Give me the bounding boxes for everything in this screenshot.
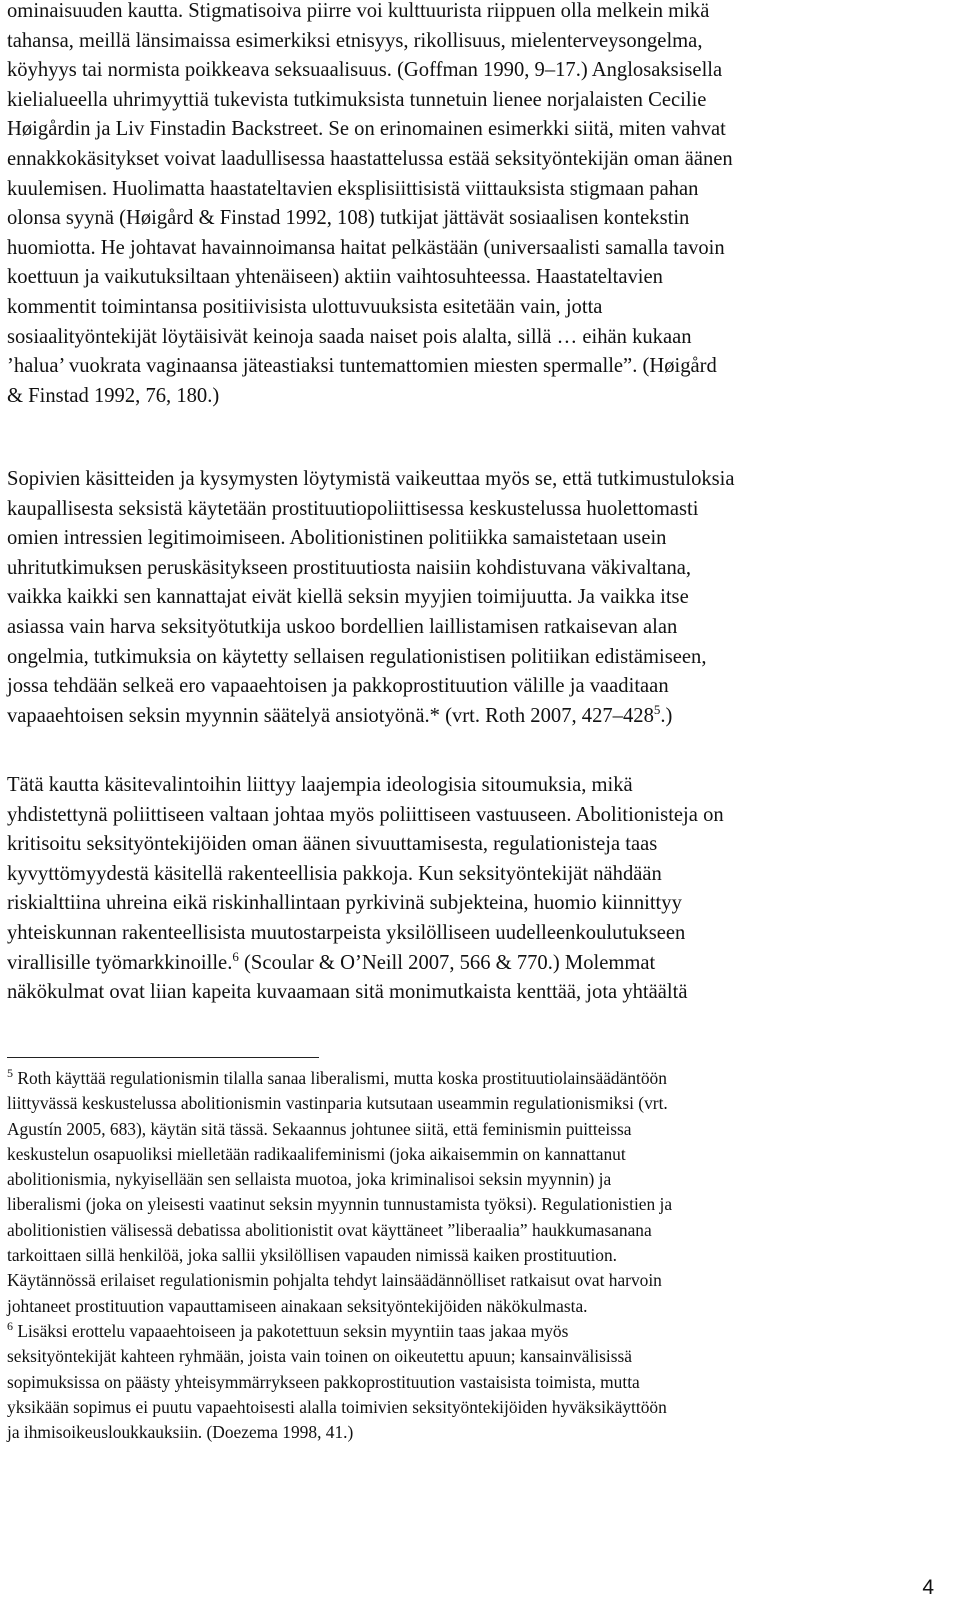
paragraph-2-text-end: .): [660, 704, 673, 727]
paragraph-3-text-end: (Scoular & O’Neill 2007, 566 & 770.) Molemmat näkökulmat ovat liian kapeita kuvaamaan sitä monimutkaista kenttää, jota yhtäältä: [7, 951, 688, 1004]
body-paragraph-3: [7, 771, 927, 1008]
paragraph-3-text: Tätä kautta käsitevalintoihin liittyy laajempia ideologisia sitoumuksia, mikä yhdistettynä poliittiseen valtaan johtaa myös poliittiseen vastuuseen. Abolitionisteja on kritisoitu seksityöntekijöiden oman äänen sivuuttamisesta, regulationisteja taas kyvyttömyydestä käsitellä rakenteellisia pakkoja. Kun seksityöntekijät nähdään riskialttiina uhreina eikä riskinhallintaan pyrkivinä subjekteina, huomio kiinnittyy yhteiskunnan rakenteellisista muutostarpeista yksilölliseen uudelleenkoulutukseen virallisille työmarkkinoille.: [7, 774, 724, 974]
footnotes-section: [7, 1066, 927, 1445]
footnote-5: [7, 1066, 927, 1319]
page-number: 4: [922, 1576, 934, 1599]
body-paragraph-2: [7, 465, 927, 731]
footnote-reference-5[interactable]: 5: [653, 701, 661, 717]
paragraph-2-text: Sopivien käsitteiden ja kysymysten löytymistä vaikeuttaa myös se, että tutkimustuloksia kaupallisesta seksistä käytetään prostituutiopoliittisessa keskustelussa huolettomasti omien intressien legitimoimiseen. Abolitionistinen politiikka samaistetaan usein uhritutkimuksen peruskäsitykseen prostituutiosta naisiin kohdistuvana väkivaltana, vaikka kaikki sen kannattajat eivät kiellä seksin myyjien toimijuutta. Ja vaikka itse asiassa vain harva seksityötutkija uskoo bordellien laillistamisen ratkaisevan alan ongelmia, tutkimuksia on käytetty sellaisen regulationistisen politiikan edistämiseen, jossa tehdään selkeä ero vapaaehtoisen ja pakkoprostituution välille ja vaaditaan vapaaehtoisen seksin myynnin säätelyä ansiotyönä.* (vrt. Roth 2007, 427–428: [7, 468, 735, 727]
footnote-mark-5: 5: [7, 1066, 13, 1080]
footnote-6-text: Lisäksi erottelu vapaaehtoiseen ja pakotettuun seksin myyntiin taas jakaa myös seksityöntekijät kahteen ryhmään, joista vain toinen on oikeutettu apuun; kansainvälisissä sopimuksissa on päästy yhteisymmärrykseen pakkoprostituution vastaisista toimista, mutta yksikään sopimus ei puutu vapaehtoisesti alalla toimivien seksityöntekijöiden hyväksikäyttöön ja ihmisoikeusloukkauksiin. (Doezema 1998, 41.): [7, 1320, 667, 1443]
footnote-5-text: Roth käyttää regulationismin tilalla sanaa liberalismi, mutta koska prostituutiolainsäädäntöön liittyvässä keskustelussa abolitionismin vastinparia kutsutaan useammin regulationismiksi (vrt. Agustín 2005, 683), käytän sitä tässä. Sekaannus johtunee siitä, että feminismin puitteissa keskustelun osapuoliksi mielletään radikaalifeminismi (joka aikaisemmin on kannattanut abolitionismia, nykyisellään sen sellaista muotoa, joka kriminalisoi seksin myynnin) ja liberalismi (joka on yleisesti vaatinut seksin myynnin tunnustamista työksi). Regulationistien ja abolitionistien välisessä debatissa abolitionistit ovat käyttäneet ”liberaalia” haukkumasanana tarkoittaen sillä henkilöä, joka sallii yksilöllisen vapauden nimissä kaiken prostituution. Käytännössä erilaiset regulationismin pohjalta tehdyt lainsäädännölliset ratkaisut ovat harvoin johtaneet prostituution vapauttamiseen ainakaan seksityöntekijöiden näkökulmasta.: [7, 1068, 673, 1316]
footnote-mark-6: 6: [7, 1318, 13, 1333]
body-paragraph-1: ominaisuuden kautta. Stigmatisoiva piirre voi kulttuurista riippuen olla melkein mikä tahansa, meillä länsimaissa esimerkiksi etnisyys, rikollisuus, mielenterveysongelma, köyhyys tai normista poikkeava seksuaalisuus. (Goffman 1990, 9–17.) Anglosaksisella kielialueella uhrimyyttiä tukevista tutkimuksista tunnetuin lienee norjalaisten Cecilie Høigårdin ja Liv Finstadin Backstreet. Se on erinomainen esimerkki siitä, miten vahvat ennakkokäsitykset voivat laadullisessa haastattelussa estää seksityöntekijän oman äänen kuulemisen. Huolimatta haastateltavien eksplisiittisistä viittauksista stigmaan pahan olonsa syynä (Høigård & Finstad 1992, 108) tutkijat jättävät sosiaalisen kontekstin huomiotta. He johtavat havainnoimansa haitat pelkästään (universaalisti samalla tavoin koettuun ja vaikutuksiltaan yhtenäiseen) aktiin vaihtosuhteessa. Haastateltavien kommentit toimintansa positiivisista ulottuvuuksista esitetään vain, jotta sosiaalityöntekijät löytäisivät keinoja saada naiset pois alalta, sillä … eihän kukaan ’halua’ vuokrata vaginaansa jäteastiaksi tuntemattomien miesten spermalle”. (Høigård & Finstad 1992, 76, 180.): [7, 0, 733, 407]
footnote-6: [7, 1319, 927, 1445]
footnote-reference-6[interactable]: 6: [232, 948, 239, 964]
footnote-separator: [7, 1057, 319, 1058]
